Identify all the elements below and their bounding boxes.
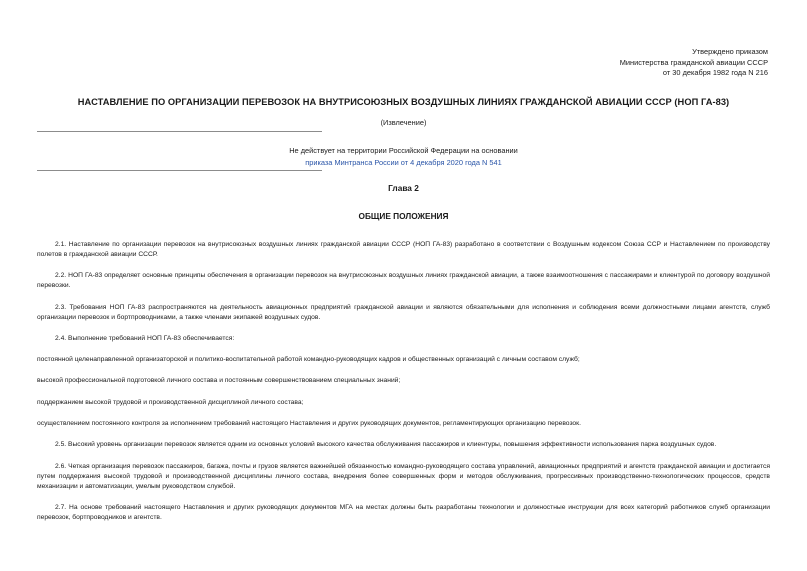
divider	[37, 170, 322, 171]
approval-block	[620, 47, 768, 79]
status-text: Не действует на территории Российской Федерации на основании	[289, 146, 518, 155]
paragraph: 2.1. Наставление по организации перевозок на внутрисоюзных воздушных линиях гражданской авиации СССР (НОП ГА-83) разработано в соответствии с Воздушным кодексом Союза ССР и Наставлением по производству полетов в гражданской авиации СССР.	[37, 241, 770, 258]
section-heading: ОБЩИЕ ПОЛОЖЕНИЯ	[358, 211, 449, 221]
paragraph: поддержанием высокой трудовой и производственной дисциплиной личного состава;	[37, 398, 304, 406]
chapter-heading: Глава 2	[388, 183, 419, 193]
status-link[interactable]: приказа Минтранса России от 4 декабря 2020 года N 541	[305, 157, 502, 167]
document-subtitle: (Извлечение)	[380, 118, 427, 127]
approval-line: от 30 декабря 1982 года N 216	[662, 68, 768, 77]
paragraph: высокой профессиональной подготовкой личного состава и постоянным совершенствованием специальных знаний;	[37, 377, 401, 385]
paragraph: постоянной целенаправленной организаторской и политико-воспитательной работой командно-руководящих кадров и общественных организаций с личным составом служб;	[37, 356, 580, 364]
paragraph: 2.5. Высокий уровень организации перевозок является одним из основных условий высокого качества обслуживания пассажиров и клиентуры, повышения эффективности использования парка воздушных судов.	[55, 441, 717, 449]
paragraph: 2.6. Четкая организация перевозок пассажиров, багажа, почты и грузов является важнейшей обязанностью командно-руководящего состава управлений, авиационных предприятий и агентств гражданской авиации и достигается путем поддержания высокой трудовой и производственной дисциплины личного состава, внедрения более совершенных форм и методов обслуживания, прогрессивных производственно-технологических процессов, средств механизации и автоматизации, умелым руководством службой.	[37, 462, 770, 490]
approval-line: Министерства гражданской авиации СССР	[619, 57, 768, 67]
document-body	[37, 240, 770, 534]
divider	[37, 131, 322, 132]
status-notice	[0, 145, 807, 168]
document-title: НАСТАВЛЕНИЕ ПО ОРГАНИЗАЦИИ ПЕРЕВОЗОК НА ВНУТРИСОЮЗНЫХ ВОЗДУШНЫХ ЛИНИЯХ ГРАЖДАНСКОЙ АВИАЦИИ СССР (НОП ГА-83)	[77, 97, 730, 107]
paragraph: 2.2. НОП ГА-83 определяет основные принципы обеспечения в организации перевозок на внутрисоюзных воздушных линиях гражданской авиации, а также взаимоотношения с пассажирами и клиентурой по договору воздушной перевозки.	[37, 272, 770, 290]
paragraph: осуществлением постоянного контроля за исполнением требований настоящего Наставления и других руководящих документов, регламентирующих организацию перевозок.	[37, 420, 581, 428]
paragraph: 2.4. Выполнение требований НОП ГА-83 обеспечивается:	[55, 334, 235, 342]
paragraph: 2.7. На основе требований настоящего Наставления и других руководящих документов МГА на местах должны быть разработаны технологии и должностные инструкции для всех категорий работников служб организации перевозок, бортпроводников и агентств.	[37, 503, 770, 521]
approval-line: Утверждено приказом	[692, 47, 768, 56]
paragraph: 2.3. Требования НОП ГА-83 распространяются на деятельность авиационных предприятий гражданской авиации и являются обязательными для исполнения и соблюдения всеми должностными лицами агентств, служб организации перевозок и бортпроводниками, а также членами экипажей воздушных судов.	[37, 303, 770, 321]
